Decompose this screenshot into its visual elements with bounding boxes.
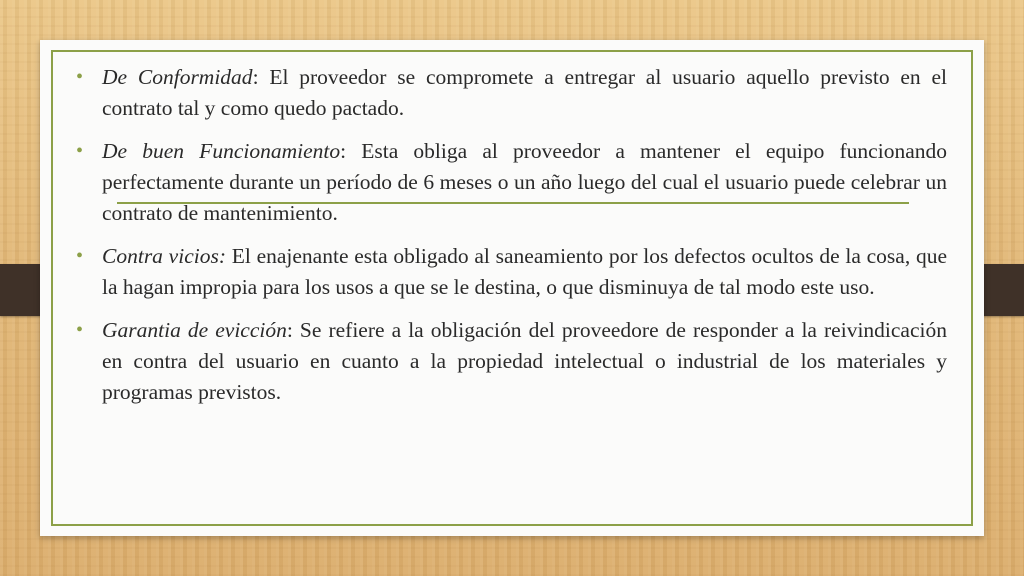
bullet-text: : El proveedor se compromete a entregar al usuario aquello previsto en el contrato tal y como quedo pactado. <box>102 65 948 120</box>
bullet-term: De Conformidad <box>102 65 253 89</box>
bullet-list <box>76 62 948 420</box>
slide-card <box>40 40 984 536</box>
bullet-item-eviccion <box>76 315 947 408</box>
bullet-icon: • <box>76 319 84 341</box>
bullet-icon: • <box>76 140 84 162</box>
bullet-item-conformidad <box>76 62 948 124</box>
bullet-item-funcionamiento <box>76 136 947 229</box>
bullet-term: De buen Funcionamiento <box>102 139 341 163</box>
bullet-text: : Se refiere a la obligación del proveedore de responder a la reivindicación en contra del usuario en cuanto a la propiedad intelectual o industrial de los materiales y programas previstos. <box>102 318 947 404</box>
bullet-icon: • <box>76 245 84 267</box>
bullet-item-vicios <box>76 241 947 303</box>
bullet-icon: • <box>76 66 84 88</box>
bullet-term: Contra vicios: <box>102 244 226 268</box>
bullet-text: : Esta obliga al proveedor a mantener el equipo funcionando perfectamente durante un período de 6 meses o un año luego del cual el usuario puede celebrar un contrato de mantenimiento. <box>102 139 947 225</box>
bullet-text: El enajenante esta obligado al saneamiento por los defectos ocultos de la cosa, que la hagan impropia para los usos a que se le destina, o que disminuya de tal modo este uso. <box>102 244 947 299</box>
bullet-term: Garantia de evicción <box>102 318 287 342</box>
